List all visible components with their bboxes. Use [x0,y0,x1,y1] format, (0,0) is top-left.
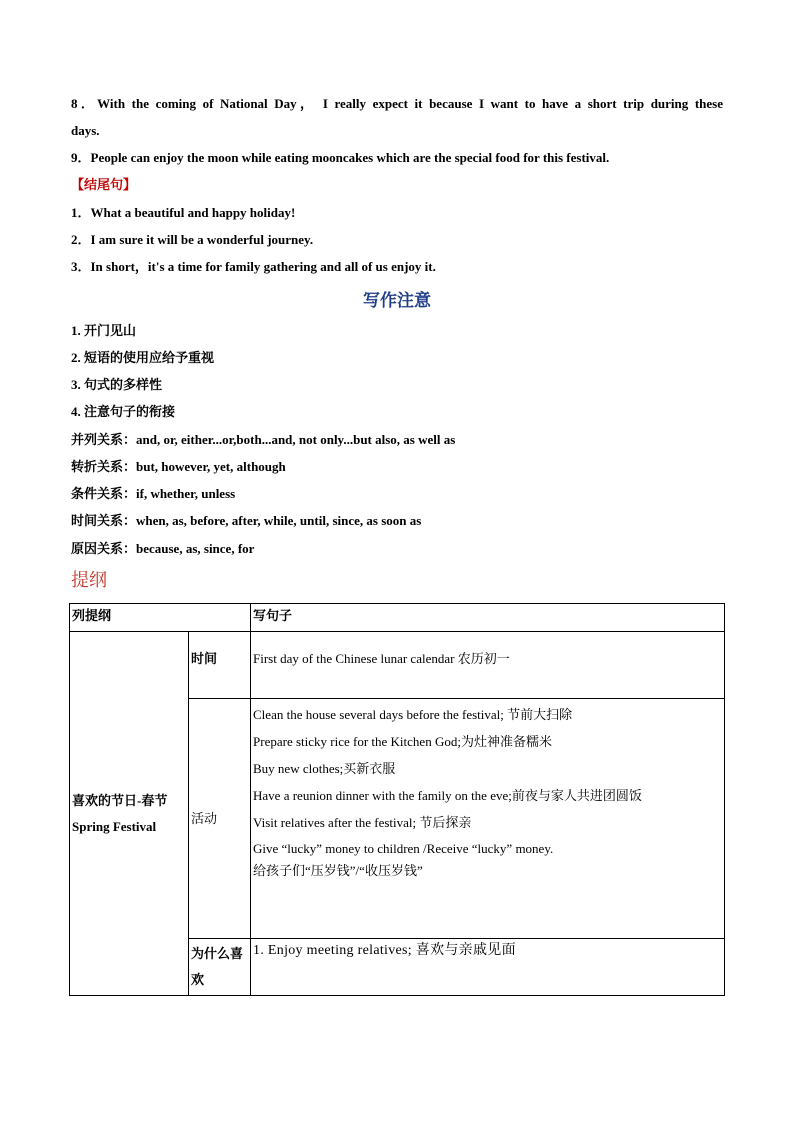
note-point-1: 1. 开门见山 [71,323,137,338]
relation-contrast: 转折关系：but, however, yet, although [71,459,286,474]
closing-item-1: 1．What a beautiful and happy holiday! [71,205,296,220]
relation-coordinate: 并列关系：and, or, either...or,both...and, not only...but also, as well as [71,432,456,447]
why-label: 为什么喜欢 [189,939,251,996]
table-header-row [70,604,725,632]
sentence-9: 9．People can enjoy the moon while eating mooncakes which are the special food for this festival. [71,150,610,165]
note-point-4: 4. 注意句子的衔接 [71,404,176,419]
closing-item-2: 2．I am sure it will be a wonderful journey. [71,232,314,247]
topic-line-2: Spring Festival [72,818,157,834]
activity-item: Visit relatives after the festival; 节后探亲 [253,815,472,830]
activity-item: Prepare sticky rice for the Kitchen God;为灶神准备糯米 [253,734,552,749]
relation-cause: 原因关系：because, as, since, for [71,541,255,556]
time-label: 时间 [189,632,251,699]
activity-item: Give “lucky” money to children /Receive “lucky” money. [253,841,554,856]
closing-item-3: 3．In short，it's a time for family gathering and all of us enjoy it. [71,259,436,274]
sentence-8: 8．With the coming of National Day， I really expect it because I want to have a short trip during these [71,96,723,111]
note-point-3: 3. 句式的多样性 [71,377,163,392]
outline-table [69,603,725,996]
activities-label: 活动 [189,699,251,939]
section-title: 写作注意 [363,291,431,311]
relation-time: 时间关系：when, as, before, after, while, until, since, as soon as [71,513,422,528]
topic-cell [70,632,189,996]
topic-line-1: 喜欢的节日-春节 [72,792,168,808]
activities-cell [251,699,725,939]
relation-condition: 条件关系：if, whether, unless [71,486,236,501]
closing-heading: 【结尾句】 [71,177,137,192]
header-outline-cell: 列提纲 [70,604,251,632]
activity-item: 给孩子们“压岁钱”/“收压岁钱” [253,863,423,878]
activity-item: Have a reunion dinner with the family on the eve;前夜与家人共进团圆饭 [253,788,642,803]
header-sentence-cell: 写句子 [251,604,725,632]
activity-item: Buy new clothes;买新衣服 [253,761,396,776]
note-point-2: 2. 短语的使用应给予重视 [71,350,215,365]
table-row-time [70,632,725,699]
why-text: 1. Enjoy meeting relatives; 喜欢与亲戚见面 [251,939,725,996]
sentence-8-continuation: days. [71,123,100,138]
outline-heading: 提纲 [71,570,107,591]
activity-item: Clean the house several days before the festival; 节前大扫除 [253,707,573,722]
time-text: First day of the Chinese lunar calendar 农历初一 [251,632,725,699]
